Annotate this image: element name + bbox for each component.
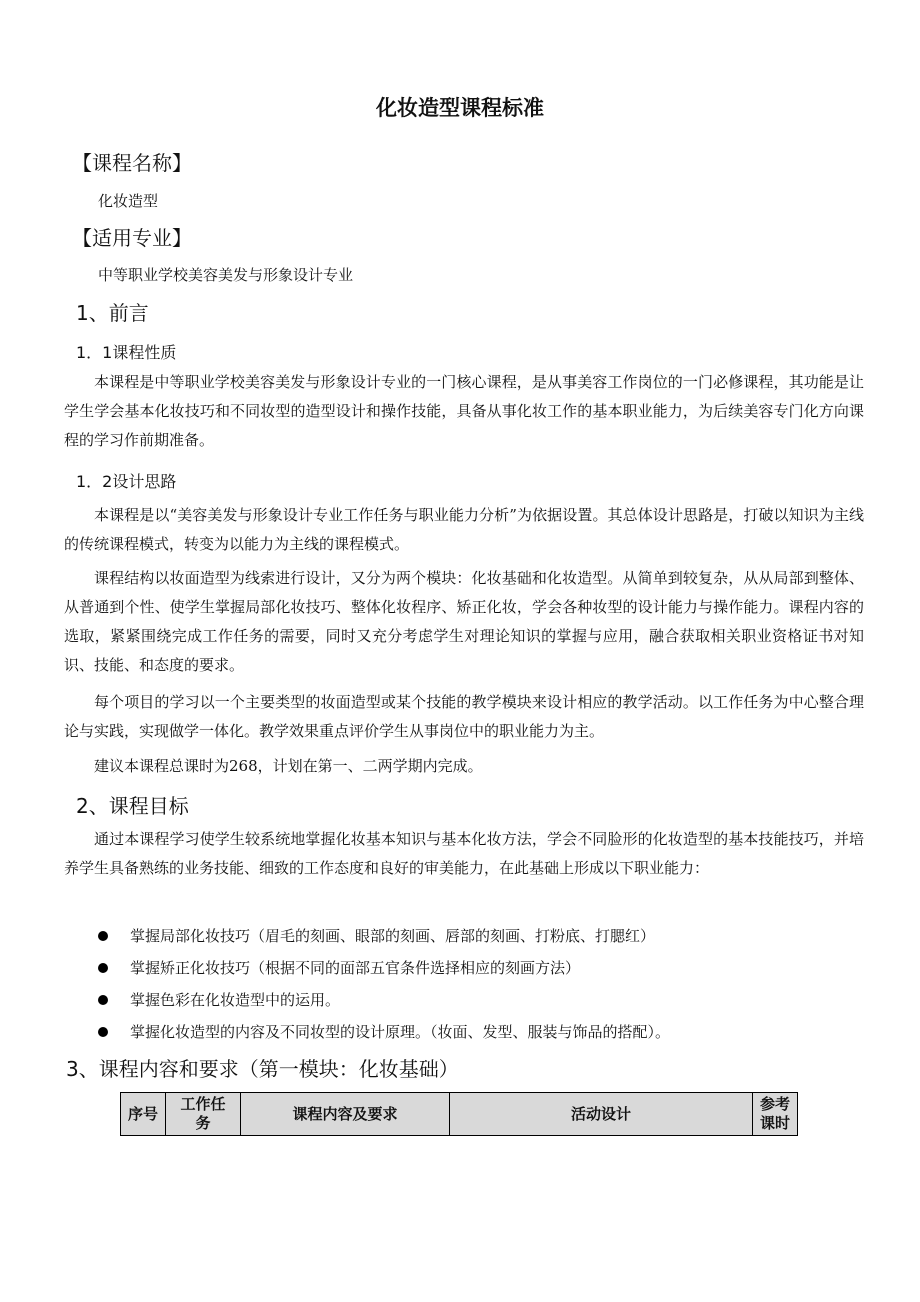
ability-list xyxy=(98,920,670,1048)
section-2-heading: 2、课程目标 xyxy=(76,794,189,818)
section-1-2-paragraph-1: 本课程是以“美容美发与形象设计专业工作任务与职业能力分析”为依据设置。其总体设计思路是，打破以知识为主线的传统课程模式，转变为以能力为主线的课程模式。 xyxy=(64,506,864,553)
major-heading: 【适用专业】 xyxy=(72,226,192,250)
bullet-icon xyxy=(98,963,108,973)
list-item: 掌握局部化妆技巧（眉毛的刻画、眼部的刻画、唇部的刻画、打粉底、打腮红） xyxy=(98,920,670,952)
course-name: 化妆造型 xyxy=(98,192,159,210)
header-task: 工作任务 xyxy=(166,1093,241,1136)
list-item: 掌握色彩在化妆造型中的运用。 xyxy=(98,984,670,1016)
table-header-row xyxy=(121,1093,798,1136)
header-activity: 活动设计 xyxy=(450,1093,753,1136)
section-1-2-paragraph-2: 课程结构以妆面造型为线索进行设计，又分为两个模块：化妆基础和化妆造型。从简单到较复杂，从从局部到整体、从普通到个性、使学生掌握局部化妆技巧、整体化妆程序、矫正化妆，学会各种妆型的设计能力与操作能力。课程内容的选取，紧紧围绕完成工作任务的需要，同时又充分考虑学生对理论知识的掌握与应用，融合获取相关职业资格证书对知识、技能、和态度的要求。 xyxy=(64,569,864,674)
course-content-table xyxy=(120,1092,798,1136)
section-1-2-paragraph-4: 建议本课程总课时为268，计划在第一、二两学期内完成。 xyxy=(94,757,483,775)
header-hours: 参考课时 xyxy=(753,1093,798,1136)
section-1-2-heading: 1．2设计思路 xyxy=(76,472,177,491)
bullet-icon xyxy=(98,995,108,1005)
bullet-icon xyxy=(98,931,108,941)
section-1-1-paragraph: 本课程是中等职业学校美容美发与形象设计专业的一门核心课程，是从事美容工作岗位的一门必修课程，其功能是让学生学会基本化妆技巧和不同妆型的造型设计和操作技能，具备从事化妆工作的基本职业能力，为后续美容专门化方向课程的学习作前期准备。 xyxy=(64,373,864,449)
section-3-heading: 3、课程内容和要求（第一模块：化妆基础） xyxy=(66,1057,459,1081)
section-1-heading: 1、前言 xyxy=(76,301,149,325)
bullet-icon xyxy=(98,1027,108,1037)
header-index: 序号 xyxy=(121,1093,166,1136)
document-title: 化妆造型课程标准 xyxy=(376,96,544,120)
header-content: 课程内容及要求 xyxy=(241,1093,450,1136)
list-item: 掌握矫正化妆技巧（根据不同的面部五官条件选择相应的刻画方法） xyxy=(98,952,670,984)
major-name: 中等职业学校美容美发与形象设计专业 xyxy=(98,266,354,284)
section-1-1-heading: 1．1课程性质 xyxy=(76,343,177,362)
section-2-paragraph: 通过本课程学习使学生较系统地掌握化妆基本知识与基本化妆方法，学会不同脸形的化妆造型的基本技能技巧，并培养学生具备熟练的业务技能、细致的工作态度和良好的审美能力，在此基础上形成以下职业能力： xyxy=(64,830,864,877)
section-1-2-paragraph-3: 每个项目的学习以一个主要类型的妆面造型或某个技能的教学模块来设计相应的教学活动。以工作任务为中心整合理论与实践，实现做学一体化。教学效果重点评价学生从事岗位中的职业能力为主。 xyxy=(64,693,864,740)
list-item: 掌握化妆造型的内容及不同妆型的设计原理。（妆面、发型、服装与饰品的搭配）。 xyxy=(98,1016,670,1048)
course-name-heading: 【课程名称】 xyxy=(72,151,192,175)
